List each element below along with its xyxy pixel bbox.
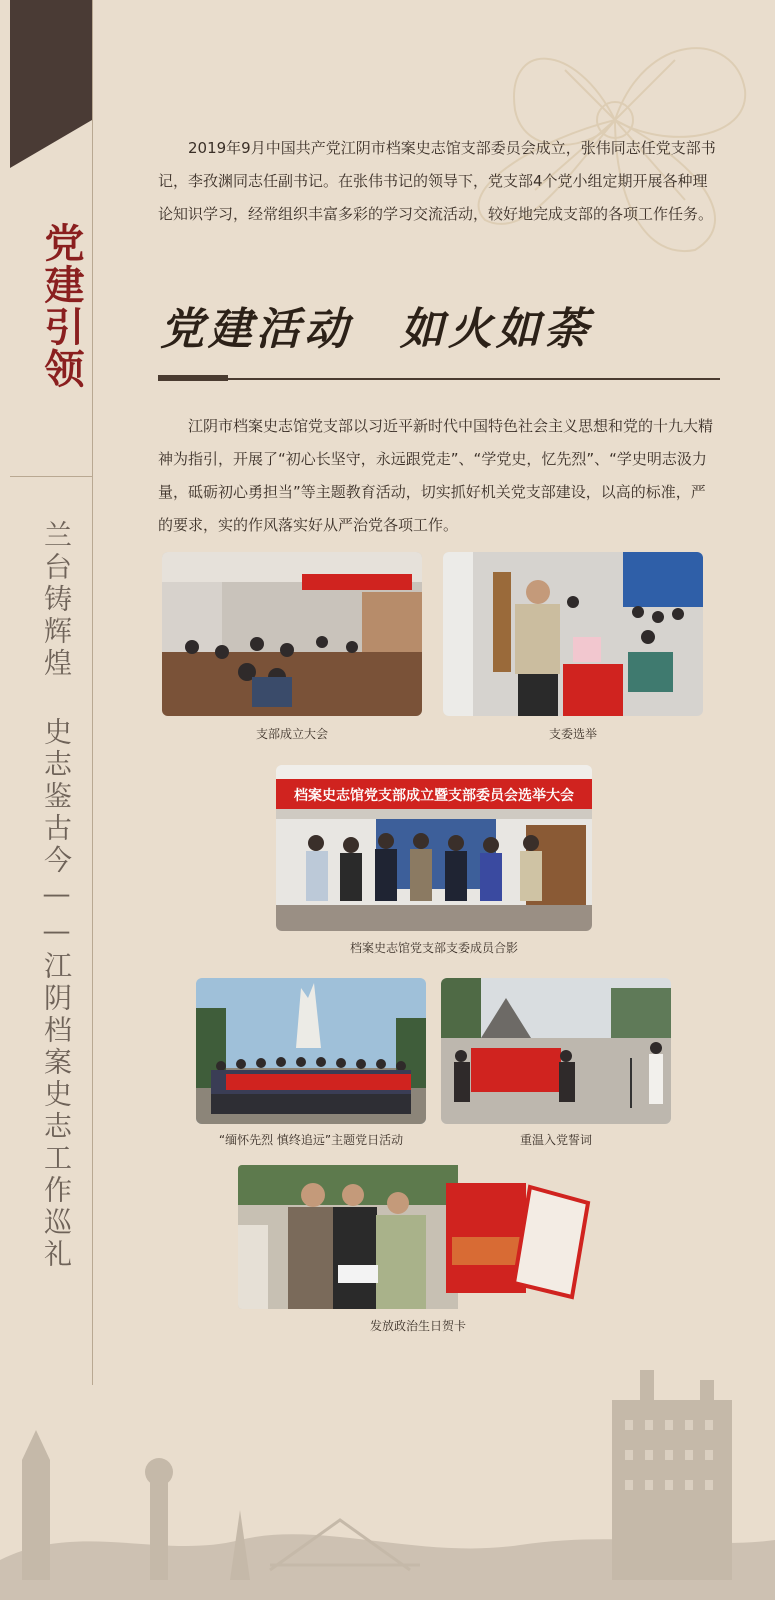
photo-committee-group [276,765,592,931]
photo-caption: 发放政治生日贺卡 [369,1319,466,1333]
intro-paragraph: 2019年9月中国共产党江阴市档案史志馆支部委员会成立，张伟同志任党支部书记，李孜渊同志任副书记。在张伟书记的领导下，党支部4个党小组定期开展各种理论知识学习，经常组织丰富多彩的学习交流活动，较好地完成支部的各项工作任务。 [158,139,716,223]
section-heading: 党建活动 如火如荼 [160,304,592,355]
photo-memorial-activity [196,978,426,1124]
group-photo-banner-text: 档案史志馆党支部成立暨支部委员会选举大会 [294,788,574,804]
photo-caption: “缅怀先烈 慎终追远”主题党日活动 [218,1133,404,1147]
heading-underline [158,378,720,380]
sidebar-title: 党建引领 [38,222,85,390]
photo-oath-renewal [441,978,671,1124]
photo-caption: 支部成立大会 [255,727,328,741]
photo-caption: 支委选举 [548,727,597,741]
photo-birthday-card [238,1165,598,1309]
sidebar-title-divider [10,476,92,477]
heading-underline-accent [158,375,228,381]
corner-block [10,0,92,168]
photo-caption: 重温入党誓词 [519,1133,592,1147]
sidebar-divider [92,0,93,1385]
photo-branch-founding-meeting [162,552,422,716]
city-skyline-decoration [0,1360,775,1600]
photo-caption: 档案史志馆党支部支委成员合影 [349,941,518,955]
section-body: 江阴市档案史志馆党支部以习近平新时代中国特色社会主义思想和党的十九大精神为指引，开展了“初心长坚守，永远跟党走”、“学党史，忆先烈”、“学史明志汲力量，砥砺初心勇担当”等主题教育活动，切实抓好机关党支部建设，以高的标准，严的要求，实的作风落实好从严治党各项工作。 [158,417,714,534]
photo-committee-election [443,552,703,716]
sidebar-motto: 兰台铸辉煌 史志鉴古今——江阴档案史志工作巡礼 [40,520,73,1271]
